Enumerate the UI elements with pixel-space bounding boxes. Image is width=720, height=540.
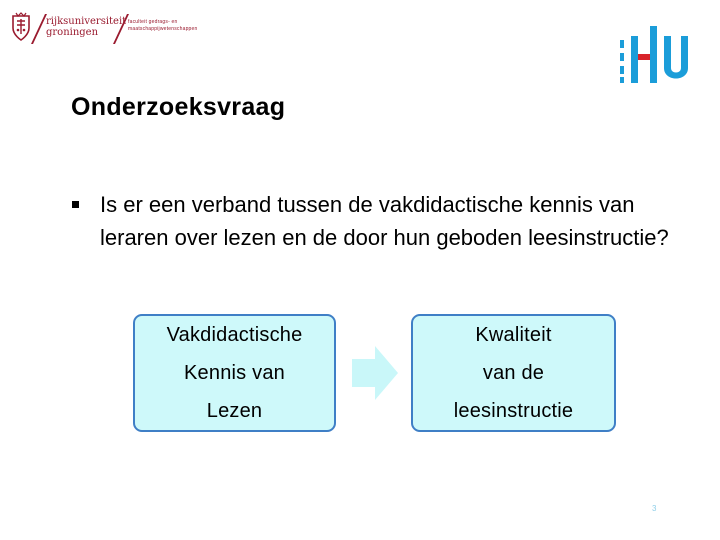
page-number: 3	[652, 504, 657, 513]
box-label-line: Lezen	[206, 400, 263, 422]
university-logo	[10, 12, 200, 46]
bullet-marker	[72, 201, 79, 208]
diagram-box-knowledge	[133, 314, 336, 432]
university-name-line2: groningen	[46, 27, 99, 38]
faculty-name	[128, 19, 198, 33]
arrow-right-icon	[351, 345, 399, 401]
coat-of-arms-icon	[10, 12, 32, 42]
hu-logo	[618, 26, 690, 84]
box-label-line: Kennis van	[184, 362, 285, 384]
box-label-line: leesinstructie	[453, 400, 574, 422]
university-name-line1: rijksuniversiteit	[46, 16, 127, 27]
research-question: Is er een verband tussen de vakdidactische kennis van leraren over lezen en de door hun geboden leesinstructie?	[100, 192, 669, 250]
box-label-line: Kwaliteit	[475, 324, 552, 346]
box-label-line: van de	[482, 362, 545, 384]
logo-divider	[31, 14, 46, 44]
slide-title: Onderzoeksvraag	[71, 93, 286, 121]
university-name	[46, 16, 126, 38]
faculty-name-line2: maatschappijwetenschappen	[128, 26, 198, 32]
faculty-name-line1: faculteit gedrags- en	[128, 19, 178, 25]
box-label-line: Vakdidactische	[166, 324, 303, 346]
diagram-box-quality	[411, 314, 616, 432]
